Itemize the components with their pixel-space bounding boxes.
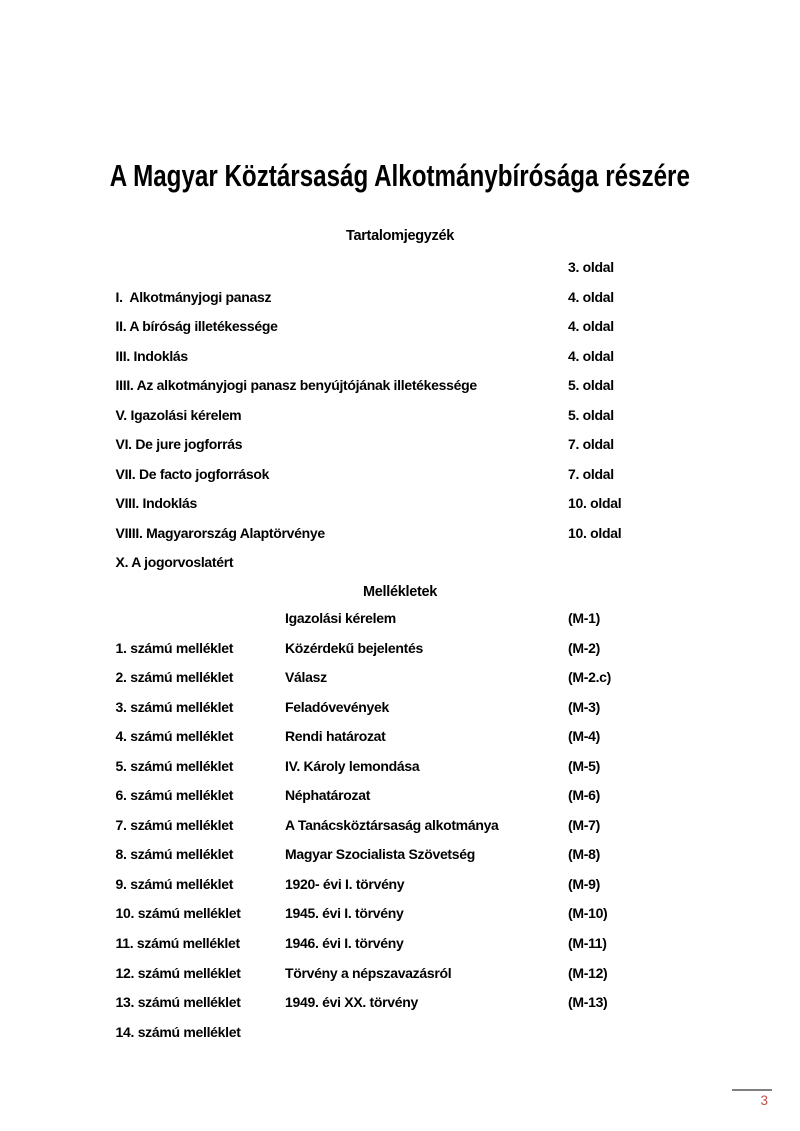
attachment-label: 7. számú melléklet <box>115 816 234 833</box>
toc-entry-label: V. Igazolási kérelem <box>115 406 242 423</box>
attachment-code: (M-1) <box>568 610 600 626</box>
toc-entry-page: 5. oldal <box>568 406 614 423</box>
toc-entry-label: II. A bíróság illetékessége <box>115 318 278 335</box>
toc-row <box>94 519 734 571</box>
attachment-label: 9. számú melléklet <box>115 875 234 892</box>
attachment-description: A Tanácsköztársaság alkotmánya <box>285 816 499 833</box>
attachment-label: 14. számú melléklet <box>115 1023 241 1040</box>
attachment-code: (M-9) <box>568 875 600 892</box>
attachment-label: 3. számú melléklet <box>115 698 234 715</box>
attachment-description: Közérdekű bejelentés <box>285 639 423 656</box>
attachment-label: 12. számú melléklet <box>115 964 241 981</box>
attachment-description: Rendi határozat <box>285 728 386 745</box>
attachment-code: (M-10) <box>568 905 608 922</box>
toc-row <box>94 283 734 335</box>
attachment-description: Feladóvevények <box>285 698 389 715</box>
page-number: 3 <box>760 1093 768 1108</box>
attachment-code: (M-7) <box>568 816 600 833</box>
attachment-description: Törvény a népszavazásról <box>285 964 452 981</box>
toc-entry-label: VIIII. Magyarország Alaptörvénye <box>115 524 325 541</box>
toc-row <box>94 430 734 482</box>
toc-entry-label: VIII. Indoklás <box>115 495 197 512</box>
attachment-description: Válasz <box>285 669 327 686</box>
attachment-label: 4. számú melléklet <box>115 728 234 745</box>
toc-entry-label: VII. De facto jogforrások <box>115 465 270 482</box>
toc-entry-page: 7. oldal <box>568 436 614 453</box>
attachments-heading: Mellékletek <box>362 584 438 600</box>
toc-row <box>94 312 734 364</box>
toc-entry-page: 7. oldal <box>568 465 614 482</box>
attachment-code: (M-13) <box>568 994 608 1011</box>
attachment-description: IV. Károly lemondása <box>285 757 420 774</box>
toc-entry-page: 5. oldal <box>568 377 614 394</box>
toc-entry-label: I. Alkotmányjogi panasz <box>115 288 272 305</box>
toc-row <box>94 371 734 423</box>
toc-row <box>94 489 734 541</box>
page-title <box>0 158 800 193</box>
attachment-label: 6. számú melléklet <box>115 787 234 804</box>
attachment-code: (M-4) <box>568 728 600 745</box>
attachment-label: 2. számú melléklet <box>115 669 234 686</box>
toc-entry-label: VI. De jure jogforrás <box>115 436 243 453</box>
attachment-code: (M-12) <box>568 964 608 981</box>
attachment-description: 1920- évi I. törvény <box>285 875 405 892</box>
toc-entry-page: 10. oldal <box>568 495 622 512</box>
toc-entry-page: 10. oldal <box>568 524 622 541</box>
attachment-description: Magyar Szocialista Szövetség <box>285 846 476 863</box>
attachment-label: 13. számú melléklet <box>115 994 241 1011</box>
attachment-label: 11. számú melléklet <box>115 935 240 952</box>
attachment-code: (M-5) <box>568 757 600 774</box>
attachment-description: 1946. évi I. törvény <box>285 935 404 952</box>
footer-divider <box>732 1089 772 1091</box>
attachment-label: 5. számú melléklet <box>115 757 234 774</box>
attachment-code: (M-2) <box>568 639 600 656</box>
attachment-label: 10. számú melléklet <box>115 905 241 922</box>
toc-entry-page: 4. oldal <box>568 347 614 364</box>
toc-entry-page: 4. oldal <box>568 318 614 335</box>
attachment-label: 1. számú melléklet <box>115 639 234 656</box>
attachments-list <box>94 604 734 1040</box>
page-title-text: A Magyar Köztársaság Alkotmánybírósága részére <box>109 158 691 193</box>
toc-entry-page: 3. oldal <box>568 259 614 275</box>
toc-entry-label: III. Indoklás <box>115 347 188 364</box>
attachment-code: (M-3) <box>568 698 600 715</box>
toc-entry-page: 4. oldal <box>568 288 614 305</box>
attachment-label: 8. számú melléklet <box>115 846 234 863</box>
attachment-description: Néphatározat <box>285 787 371 804</box>
attachment-code: (M-6) <box>568 787 600 804</box>
toc-heading: Tartalomjegyzék <box>345 228 455 244</box>
attachment-description: Igazolási kérelem <box>285 610 396 626</box>
attachment-code: (M-8) <box>568 846 600 863</box>
attachment-description: 1945. évi I. törvény <box>285 905 404 922</box>
attachment-code: (M-2.c) <box>568 669 612 686</box>
attachment-row <box>94 988 734 1040</box>
toc-entry-label: X. A jogorvoslatért <box>115 554 234 571</box>
attachment-description: 1949. évi XX. törvény <box>285 994 419 1011</box>
attachment-code: (M-11) <box>568 935 607 952</box>
toc-list <box>94 253 734 571</box>
toc-entry-label: IIII. Az alkotmányjogi panasz benyújtójának illetékessége <box>115 377 477 394</box>
